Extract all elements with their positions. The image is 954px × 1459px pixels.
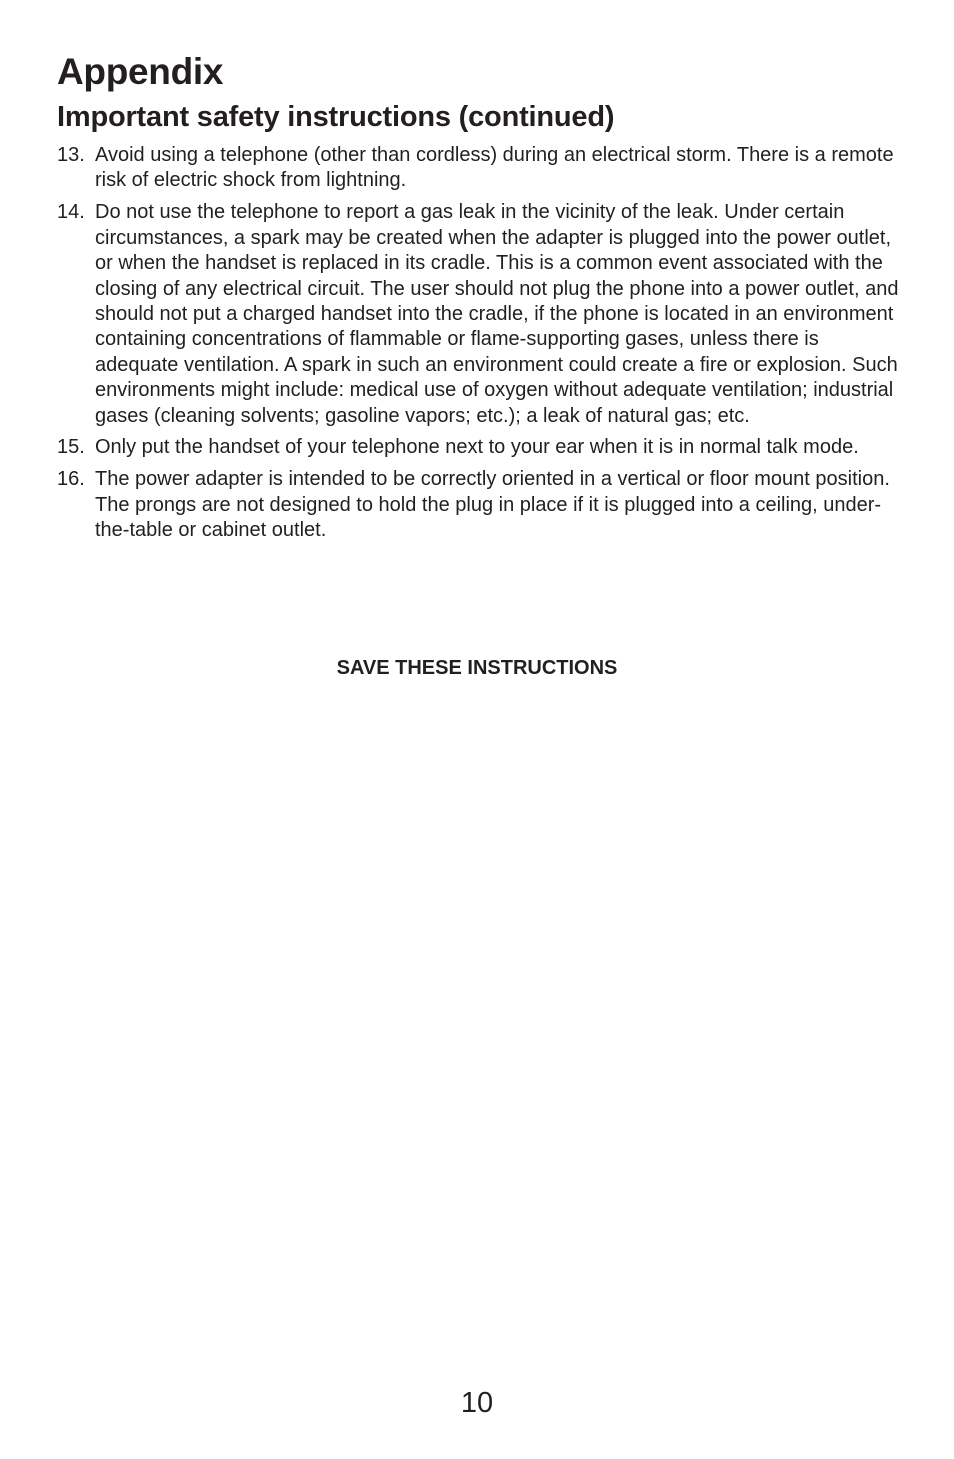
item-text: The power adapter is intended to be correctly oriented in a vertical or floor mount position. The prongs are not designed to hold the plug in place if it is plugged into a ceiling, under-the-table or cabinet outlet.	[95, 468, 890, 542]
item-number: 15.	[57, 436, 85, 459]
list-item	[57, 435, 902, 460]
item-text: Avoid using a telephone (other than cordless) during an electrical storm. There is a remote risk of electric shock from lightning.	[95, 144, 894, 192]
item-number: 16.	[57, 468, 85, 491]
list-item	[57, 143, 902, 194]
list-item	[57, 200, 902, 429]
list-item	[57, 467, 902, 543]
safety-instructions-list	[57, 143, 902, 550]
item-text: Do not use the telephone to report a gas leak in the vicinity of the leak. Under certain circumstances, a spark may be created when the adapter is plugged into the power outlet, or when the handset is replaced in its cradle. This is a common event associated with the closing of any electrical circuit. The user should not plug the phone into a power outlet, and should not put a charged handset into the cradle, if the phone is located in an environment containing concentrations of flammable or flame-supporting gases, unless there is adequate ventilation. A spark in such an environment could create a fire or explosion. Such environments might include: medical use of oxygen without adequate ventilation; industrial gases (cleaning solvents; gasoline vapors; etc.); a leak of natural gas; etc.	[95, 201, 899, 427]
page-number: 10	[460, 1387, 494, 1419]
item-number: 13.	[57, 144, 85, 166]
item-text: Only put the handset of your telephone next to your ear when it is in normal talk mode.	[95, 436, 859, 459]
section-title: Appendix	[57, 51, 224, 92]
subsection-title: Important safety instructions (continued)	[57, 101, 615, 133]
item-number: 14.	[57, 201, 85, 224]
save-instructions-note: SAVE THESE INSTRUCTIONS	[336, 657, 618, 679]
